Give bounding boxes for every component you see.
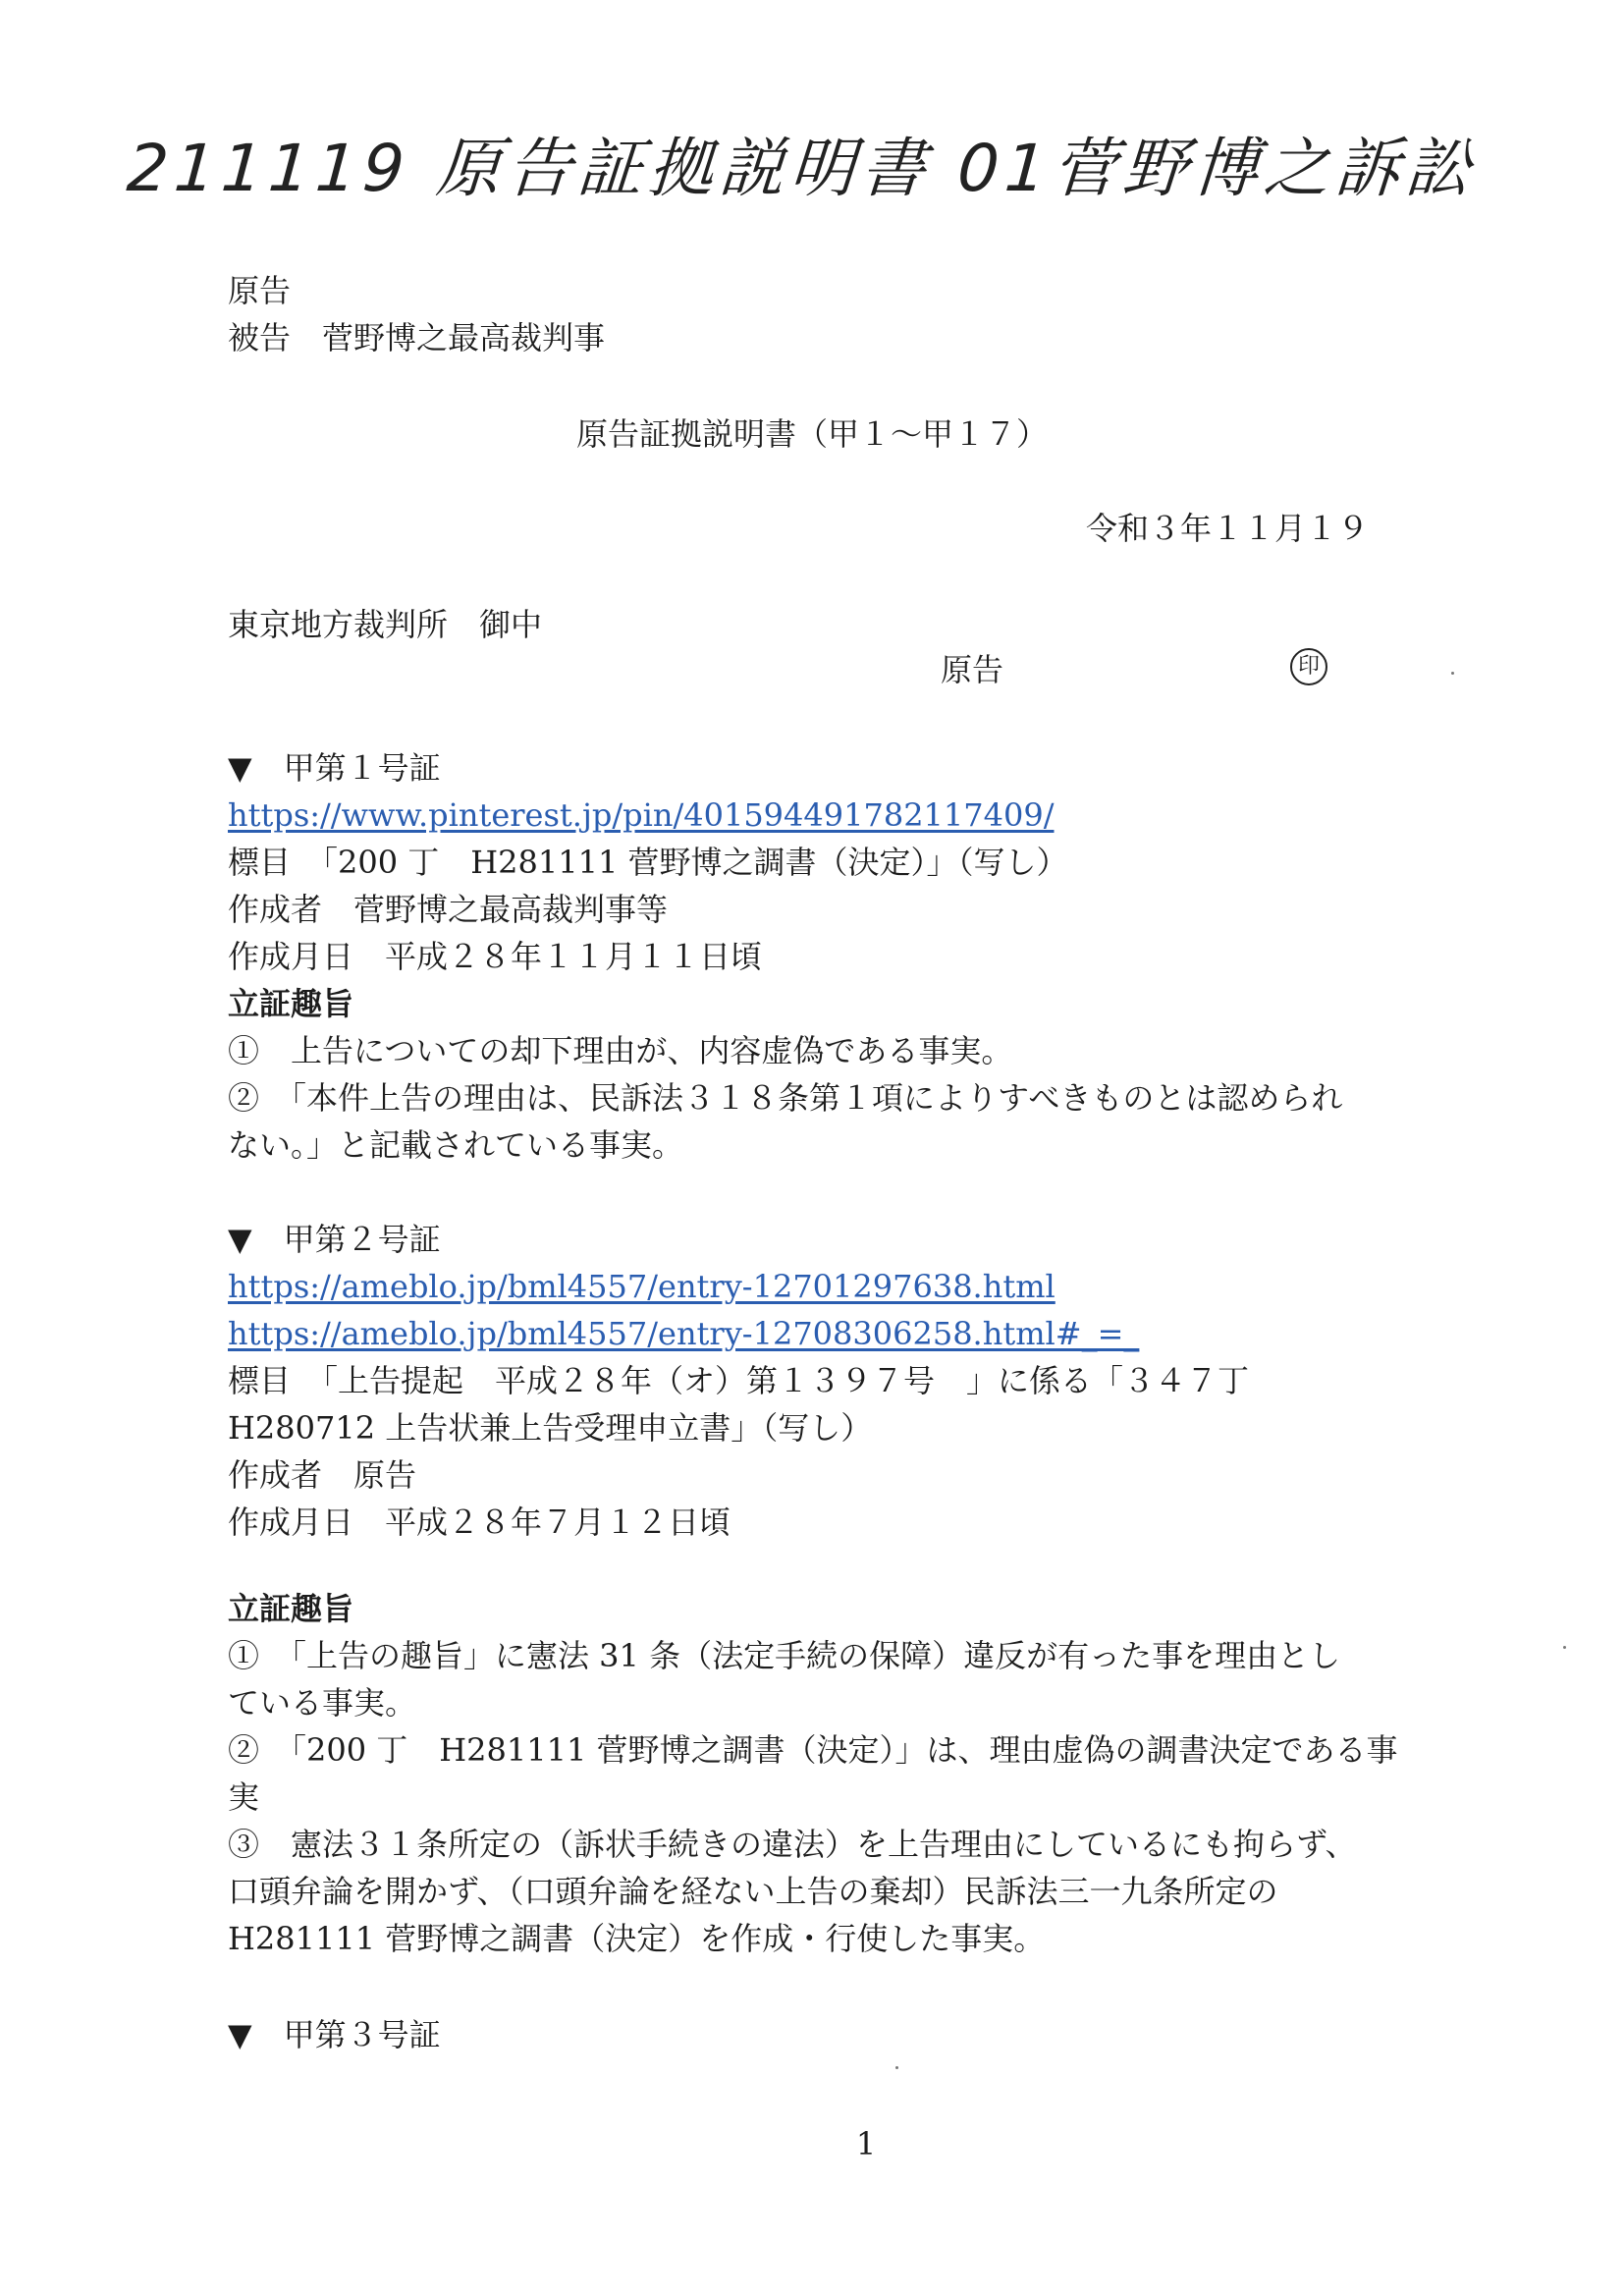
exhibit2-point3: ③ 憲法３１条所定の（訴状手続きの違法）を上告理由にしているにも拘らず、 <box>228 1826 1357 1863</box>
exhibit2-created: 作成月日 平成２８年７月１２日頃 <box>228 1503 731 1541</box>
scan-speck <box>1563 1646 1566 1649</box>
exhibit2-author: 作成者 原告 <box>228 1456 417 1494</box>
exhibit2-url1-link[interactable]: https://ameblo.jp/bml4557/entry-12701297638.html <box>228 1268 1056 1305</box>
signature-label: 原告 <box>941 651 1004 688</box>
exhibit2-point2-cont: 実 <box>228 1778 260 1816</box>
exhibit2-point1-cont: ている事実。 <box>228 1684 417 1722</box>
exhibit1-heading: ▼ 甲第１号証 <box>228 749 441 787</box>
exhibit2-point3-cont1: 口頭弁論を開かず、（口頭弁論を経ない上告の棄却）民訴法三一九条所定の <box>228 1873 1278 1910</box>
seal-mark: 印 <box>1290 648 1327 685</box>
exhibit1-created: 作成月日 平成２８年１１月１１日頃 <box>228 938 763 975</box>
exhibit1-purpose-label: 立証趣旨 <box>228 985 354 1022</box>
exhibit1-url-link[interactable]: https://www.pinterest.jp/pin/401594491782117409/ <box>228 796 1055 834</box>
exhibit2-point1: ① 「上告の趣旨」に憲法 31 条（法定手続の保障）違反が有った事を理由とし <box>228 1637 1341 1674</box>
exhibit2-title-cont: H280712 上告状兼上告受理申立書」（写し） <box>228 1409 873 1447</box>
exhibit1-author: 作成者 菅野博之最高裁判事等 <box>228 891 669 928</box>
plaintiff-label: 原告 <box>228 272 292 309</box>
handwritten-title: 211119 原告証拠説明書 01菅野博之訴訟 <box>124 131 1480 206</box>
document-title: 原告証拠説明書（甲１～甲１７） <box>575 415 1048 453</box>
exhibit1-point2: ② 「本件上告の理由は、民訴法３１８条第１項によりすべきものとは認められ <box>228 1079 1343 1117</box>
scan-speck <box>1451 672 1454 675</box>
exhibit3-heading: ▼ 甲第３号証 <box>228 2016 441 2053</box>
exhibit2-heading: ▼ 甲第２号証 <box>228 1221 441 1258</box>
exhibit2-title: 標目 「上告提起 平成２８年（オ）第１３９７号 」に係る「３４７丁 <box>228 1362 1250 1399</box>
exhibit2-purpose-label: 立証趣旨 <box>228 1590 354 1627</box>
exhibit2-point3-cont2: H281111 菅野博之調書（決定）を作成・行使した事実。 <box>228 1920 1046 1957</box>
page-number: 1 <box>855 2125 877 2162</box>
exhibit1-point1: ① 上告についての却下理由が、内容虚偽である事実。 <box>228 1032 1013 1069</box>
exhibit2-url2-link[interactable]: https://ameblo.jp/bml4557/entry-12708306258.html#_=_ <box>228 1315 1140 1352</box>
exhibit1-point2-cont: ない。」と記載されている事実。 <box>228 1126 684 1164</box>
court-addressee: 東京地方裁判所 御中 <box>228 606 543 643</box>
scan-speck <box>895 2066 898 2069</box>
document-date: 令和３年１１月１９ <box>1086 510 1370 547</box>
defendant-label: 被告 菅野博之最高裁判事 <box>228 319 606 356</box>
exhibit1-title: 標目 「200 丁 H281111 菅野博之調書（決定）」（写し） <box>228 844 1068 881</box>
exhibit2-point2: ② 「200 丁 H281111 菅野博之調書（決定）」は、理由虚偽の調書決定である事 <box>228 1731 1398 1769</box>
